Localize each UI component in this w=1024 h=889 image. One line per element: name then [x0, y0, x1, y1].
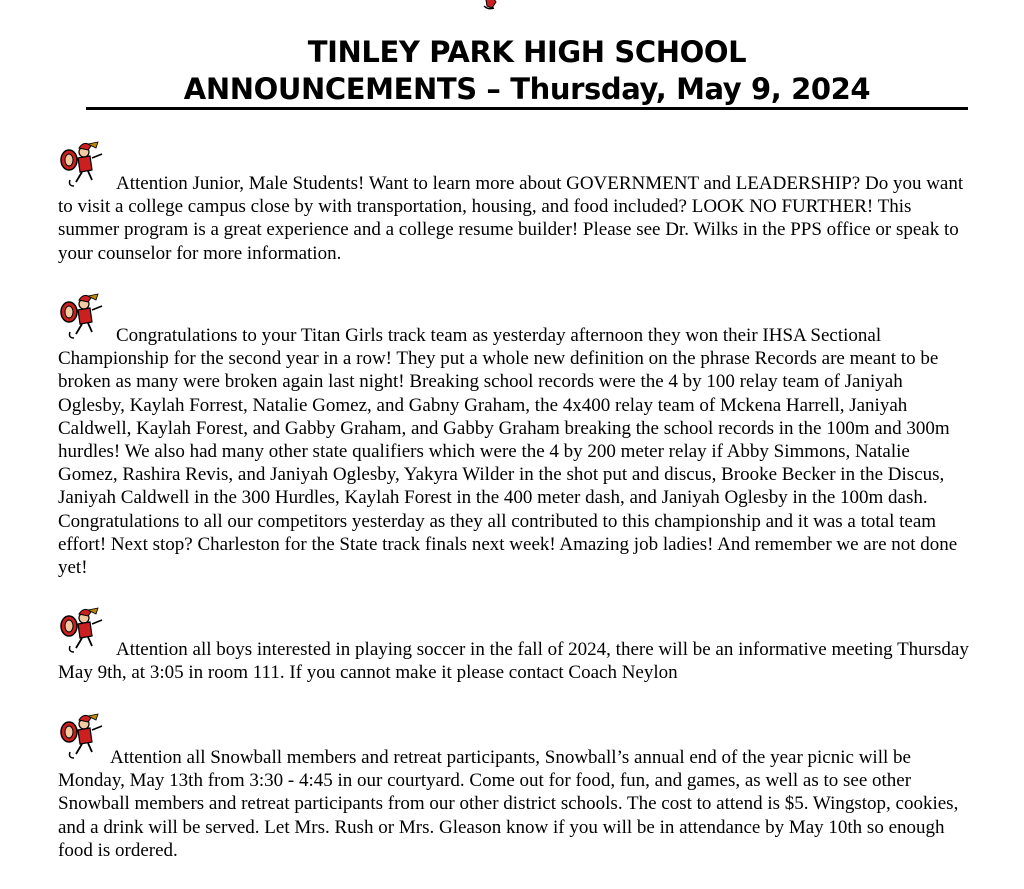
page-title: TINLEY PARK HIGH SCHOOL	[307, 35, 747, 69]
announcement-boys-soccer: Attention all boys interested in playing soccer in the fall of 2024, there will be an informative meeting Thursday May 9th, at 3:05 in room 111. If you cannot make it please contact Coach Neylon	[58, 639, 969, 684]
titan-mascot-icon	[480, 0, 502, 12]
page-subtitle-date: ANNOUNCEMENTS – Thursday, May 9, 2024	[183, 72, 871, 106]
announcement-government-leadership: Attention Junior, Male Students! Want to learn more about GOVERNMENT and LEADERSHIP? Do you want to visit a college campus close by with transportation, housing, and food included? LOOK NO FURTHER! This summer program is a great experience and a college resume builder! Please see Dr. Wilks in the PPS office or speak to your counselor for more information.	[58, 173, 964, 264]
title-divider	[86, 107, 968, 110]
announcement-girls-track: Congratulations to your Titan Girls track team as yesterday afternoon they won their IHSA Sectional Championship for the second year in a row! They put a whole new definition on the phrase Records are meant to be broken as many were broken again last night! Breaking school records were the 4 by 100 relay team of Janiyah Oglesby, Kaylah Forrest, Natalie Gomez, and Gabny Graham, the 4x400 relay team of Mckena Harrell, Janiyah Caldwell, Kaylah Forest, and Gabby Graham, and Gabby Graham breaking the school records in the 100m and 300m hurdles! We also had many other state qualifiers which were the 4 by 200 meter relay if Abby Simmons, Natalie Gomez, Rashira Revis, and Janiyah Oglesby, Yakyra Wilder in the shot put and discus, Brooke Becker in the Discus, Janiyah Caldwell in the 300 Hurdles, Kaylah Forest in the 400 meter dash, and Janiyah Oglesby in the 100m dash. Congratulations to all our competitors yesterday as they all contributed to this championship and it was a total team effort! Next stop? Charleston for the State track finals next week! Amazing job ladies! And remember we are not done yet!	[58, 325, 958, 579]
announcement-snowball-picnic: Attention all Snowball members and retreat participants, Snowball’s annual end of the year picnic will be Monday, May 13th from 3:30 - 4:45 in our courtyard. Come out for food, fun, and games, as well as to see other Snowball members and retreat participants from our other district schools. The cost to attend is $5. Wingstop, cookies, and a drink will be served. Let Mrs. Rush or Mrs. Gleason know if you will be in attendance by May 10th so enough food is ordered.	[58, 747, 959, 861]
